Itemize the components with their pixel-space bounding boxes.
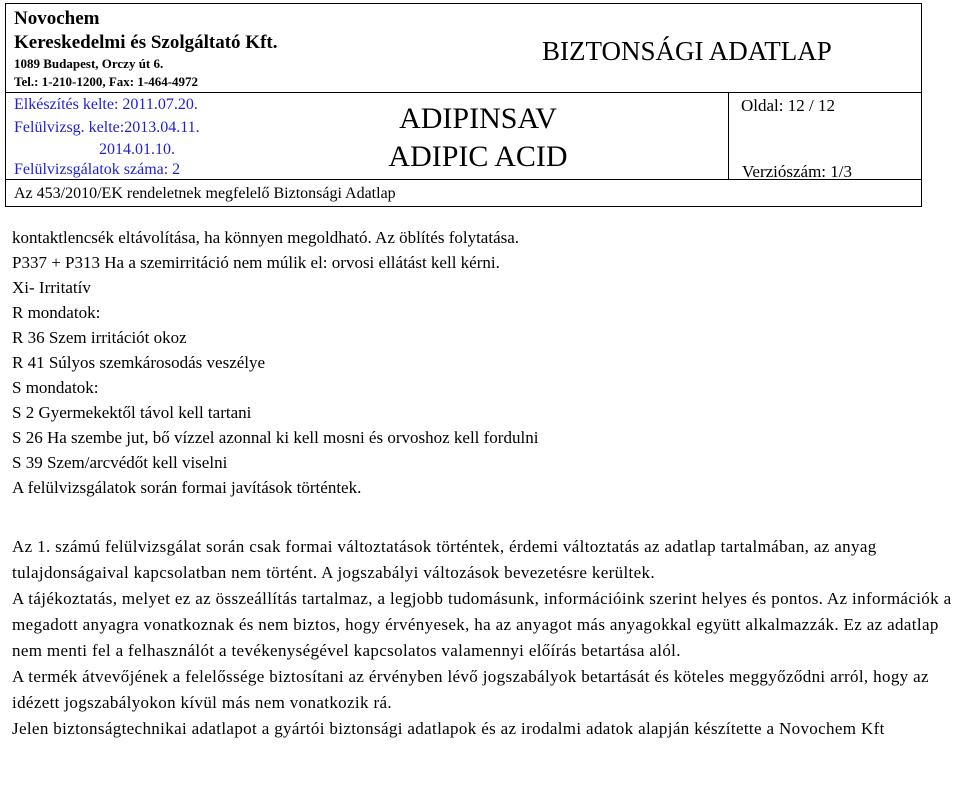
- company-full-name: Kereskedelmi és Szolgáltató Kft.: [14, 32, 278, 53]
- company-address: 1089 Budapest, Orczy út 6.: [14, 56, 164, 71]
- created-date: Elkészítés kelte: 2011.07.20.: [14, 96, 198, 113]
- document-title: BIZTONSÁGI ADATLAP: [542, 36, 832, 66]
- paragraph: A tájékoztatás, melyet ez az összeállítás tartalmaz, a legjobb tudomásunk, információink szerint helyes és pontos. Az információk a megadott anyagra vonatkoznak és nem biztos, hogy érvényesek, ha az anyagot más anyagokkal együtt alkalmazzák. Ez az adatlap nem menti fel a felhasználót a tevékenységével kapcsolatos valamennyi előírás betartása alól.: [12, 589, 952, 660]
- text-line: S 2 Gyermekektől távol kell tartani: [12, 403, 252, 422]
- paragraph: Jelen biztonságtechnikai adatlapot a gyártói biztonsági adatlapok és az irodalmi adatok alapján készítette a Novochem Kft: [12, 719, 885, 738]
- text-line: Xi- Irritatív: [12, 278, 91, 297]
- text-line: A felülvizsgálatok során formai javítások történtek.: [12, 478, 362, 497]
- revised-date: Felülvizsg. kelte:2013.04.11.: [14, 119, 200, 136]
- revised-date-2: 2014.01.10.: [99, 141, 175, 158]
- document-header: [5, 3, 922, 207]
- text-line: S mondatok:: [12, 378, 99, 397]
- company-name: Novochem: [14, 8, 100, 29]
- product-name-hu: ADIPINSAV: [399, 102, 557, 135]
- regulation-line: Az 453/2010/EK rendeletnek megfelelő Biztonsági Adatlap: [14, 185, 396, 202]
- text-line: kontaktlencsék eltávolítása, ha könnyen megoldható. Az öblítés folytatása.: [12, 228, 520, 247]
- text-line: R 41 Súlyos szemkárosodás veszélye: [12, 353, 266, 372]
- paragraph: A termék átvevőjének a felelőssége biztosítani az érvényben lévő jogszabályok betartását és köteles meggyőződni arról, hogy az idézett jogszabályokon kívül más nem vonatkozik rá.: [12, 667, 929, 712]
- text-line: R mondatok:: [12, 303, 101, 322]
- product-name-en: ADIPIC ACID: [388, 140, 568, 173]
- header-divider-vertical: [728, 92, 729, 179]
- safety-phrases-block: [12, 225, 960, 500]
- paragraph: Az 1. számú felülvizsgálat során csak formai változtatások történtek, érdemi változtatás az adatlap tartalmában, az anyag tulajdonságaival kapcsolatban nem történt. A jogszabályi változások bevezetésre kerültek.: [12, 537, 877, 582]
- version-number: Verziószám: 1/3: [742, 162, 852, 181]
- company-phone: Tel.: 1-210-1200, Fax: 1-464-4972: [14, 74, 199, 89]
- header-divider-horizontal: [6, 92, 921, 93]
- text-line: P337 + P313 Ha a szemirritáció nem múlik el: orvosi ellátást kell kérni.: [12, 253, 500, 272]
- page-number: Oldal: 12 / 12: [741, 96, 835, 115]
- revision-count: Felülvizsgálatok száma: 2: [14, 161, 181, 178]
- text-line: S 26 Ha szembe jut, bő vízzel azonnal ki kell mosni és orvoshoz kell fordulni: [12, 428, 539, 447]
- text-line: R 36 Szem irritációt okoz: [12, 328, 187, 347]
- disclaimer-block: [12, 534, 960, 742]
- text-line: S 39 Szem/arcvédőt kell viselni: [12, 453, 228, 472]
